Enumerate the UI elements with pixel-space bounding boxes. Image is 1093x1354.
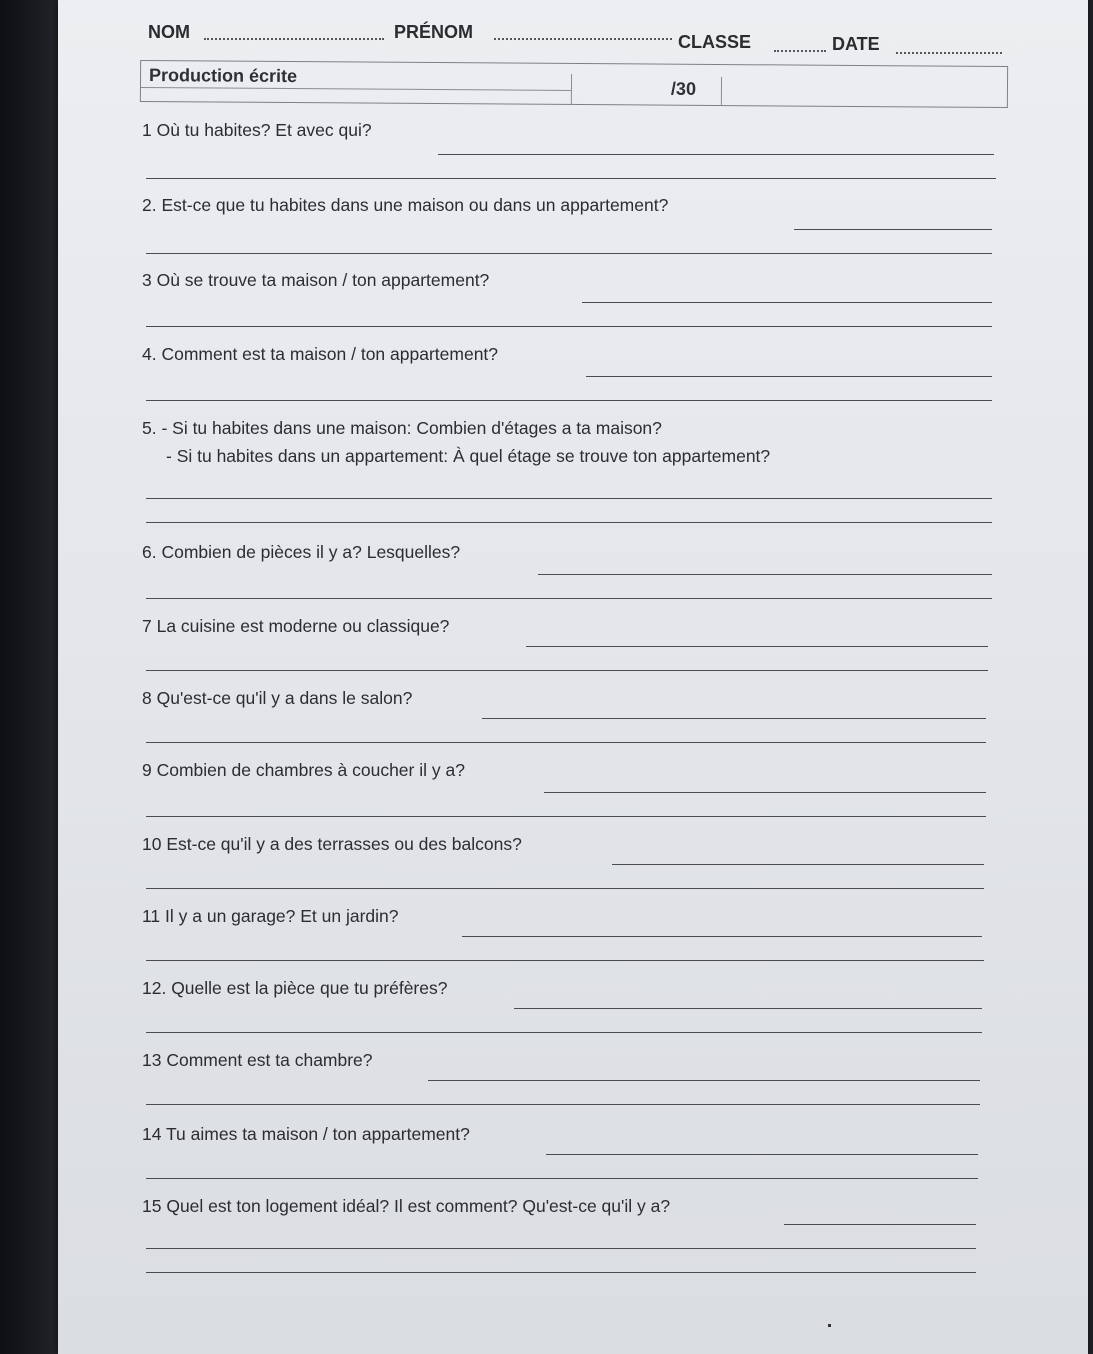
answer-line[interactable] bbox=[612, 864, 984, 865]
nom-field[interactable] bbox=[204, 38, 384, 40]
score-mark: /30 bbox=[670, 78, 697, 99]
question-text: 11 Il y a un garage? Et un jardin? bbox=[142, 906, 399, 926]
answer-line[interactable] bbox=[146, 598, 992, 599]
answer-line[interactable] bbox=[146, 178, 996, 179]
question-2 bbox=[142, 195, 1002, 259]
question-4 bbox=[142, 344, 1002, 408]
answer-line[interactable] bbox=[544, 792, 986, 793]
answer-line[interactable] bbox=[582, 302, 992, 303]
question-13 bbox=[142, 1050, 1002, 1114]
student-info-header bbox=[148, 18, 1008, 58]
nom-label: NOM bbox=[148, 22, 190, 42]
question-5 bbox=[142, 418, 1002, 528]
question-text: 2. Est-ce que tu habites dans une maison ou dans un appartement? bbox=[142, 195, 669, 215]
answer-line[interactable] bbox=[586, 376, 992, 377]
answer-line[interactable] bbox=[146, 253, 992, 254]
worksheet-page bbox=[58, 0, 1088, 1354]
answer-line[interactable] bbox=[146, 960, 984, 961]
date-field[interactable] bbox=[896, 52, 1002, 54]
prenom-field[interactable] bbox=[494, 38, 672, 40]
answer-line[interactable] bbox=[794, 229, 992, 230]
answer-line[interactable] bbox=[146, 888, 984, 889]
answer-line[interactable] bbox=[146, 326, 992, 327]
question-9 bbox=[142, 760, 1002, 824]
paper-speck bbox=[828, 1324, 831, 1327]
question-text: 1 Où tu habites? Et avec qui? bbox=[142, 120, 372, 140]
answer-line[interactable] bbox=[146, 742, 986, 743]
question-1 bbox=[142, 120, 1002, 184]
answer-line[interactable] bbox=[428, 1080, 980, 1081]
question-text-secondary: - Si tu habites dans un appartement: À quel étage se trouve ton appartement? bbox=[166, 446, 771, 466]
answer-line[interactable] bbox=[538, 574, 992, 575]
question-text: 10 Est-ce qu'il y a des terrasses ou des balcons? bbox=[142, 834, 522, 854]
question-text: 3 Où se trouve ta maison / ton appartement? bbox=[142, 270, 490, 290]
answer-line[interactable] bbox=[482, 718, 986, 719]
question-11 bbox=[142, 906, 1002, 970]
question-8 bbox=[142, 688, 1002, 752]
classe-label: CLASSE bbox=[678, 32, 752, 52]
score-box bbox=[140, 60, 1008, 108]
question-15 bbox=[142, 1196, 1002, 1280]
question-text: 12. Quelle est la pièce que tu préfères? bbox=[142, 978, 448, 998]
question-text: 5. - Si tu habites dans une maison: Combien d'étages a ta maison? bbox=[142, 418, 662, 438]
question-text: 4. Comment est ta maison / ton appartement? bbox=[142, 344, 499, 364]
question-12 bbox=[142, 978, 1002, 1042]
answer-line[interactable] bbox=[784, 1224, 976, 1225]
question-7 bbox=[142, 616, 1002, 680]
answer-line[interactable] bbox=[526, 646, 988, 647]
answer-line[interactable] bbox=[146, 1248, 976, 1249]
classe-field[interactable] bbox=[774, 50, 826, 52]
section-title: Production écrite bbox=[148, 65, 298, 87]
question-14 bbox=[142, 1124, 1002, 1188]
prenom-label: PRÉNOM bbox=[394, 22, 474, 42]
question-text: 6. Combien de pièces il y a? Lesquelles? bbox=[142, 542, 461, 562]
answer-line[interactable] bbox=[146, 670, 988, 671]
question-text: 14 Tu aimes ta maison / ton appartement? bbox=[142, 1124, 470, 1144]
answer-line[interactable] bbox=[146, 498, 992, 499]
answer-line[interactable] bbox=[146, 1104, 980, 1105]
answer-line[interactable] bbox=[546, 1154, 978, 1155]
answer-line[interactable] bbox=[146, 816, 986, 817]
answer-line[interactable] bbox=[462, 936, 982, 937]
question-text: 13 Comment est ta chambre? bbox=[142, 1050, 373, 1070]
question-text: 7 La cuisine est moderne ou classique? bbox=[142, 616, 450, 636]
question-text: 15 Quel est ton logement idéal? Il est comment? Qu'est-ce qu'il y a? bbox=[142, 1196, 671, 1216]
answer-line[interactable] bbox=[146, 1272, 976, 1273]
score-divider bbox=[721, 77, 722, 105]
answer-line[interactable] bbox=[514, 1008, 982, 1009]
question-6 bbox=[142, 542, 1002, 606]
answer-line[interactable] bbox=[438, 154, 994, 155]
answer-line[interactable] bbox=[146, 1178, 978, 1179]
title-underline bbox=[141, 87, 571, 91]
question-text: 9 Combien de chambres à coucher il y a? bbox=[142, 760, 465, 780]
question-3 bbox=[142, 270, 1002, 334]
question-text: 8 Qu'est-ce qu'il y a dans le salon? bbox=[142, 688, 413, 708]
answer-line[interactable] bbox=[146, 522, 992, 523]
score-divider bbox=[571, 74, 572, 104]
question-10 bbox=[142, 834, 1002, 898]
answer-line[interactable] bbox=[146, 1032, 982, 1033]
date-label: DATE bbox=[832, 34, 880, 54]
answer-line[interactable] bbox=[146, 400, 992, 401]
